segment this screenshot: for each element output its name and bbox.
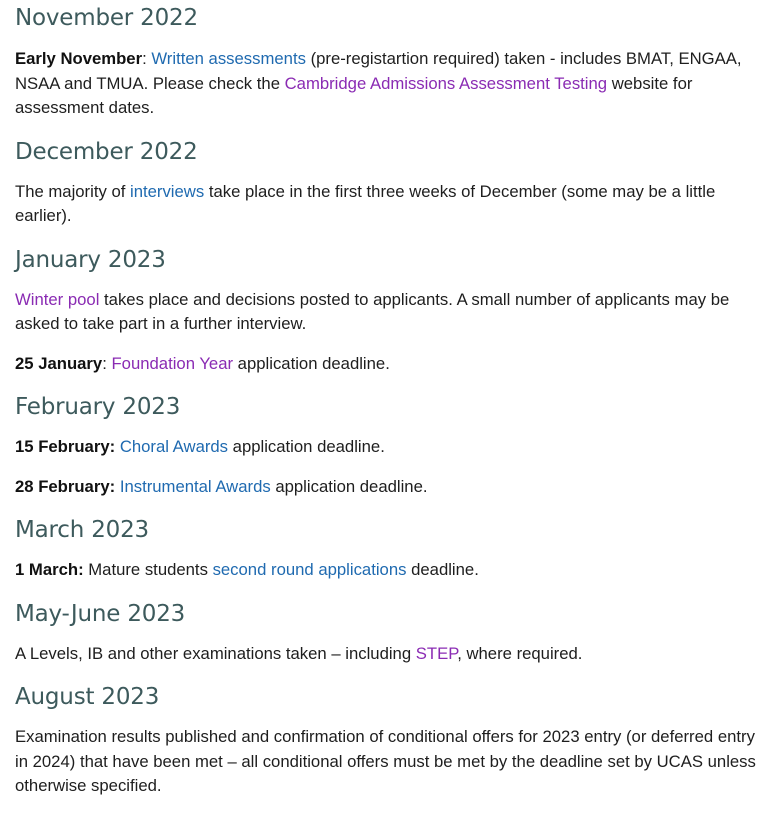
section-heading-may-june-2023: May-June 2023 [15, 600, 186, 627]
date-label: Early November [15, 49, 143, 68]
february-paragraph-instrumental: 28 February: Instrumental Awards application deadline. [15, 476, 428, 496]
step-link[interactable]: STEP [415, 643, 458, 663]
choral-awards-link[interactable]: Choral Awards [119, 437, 229, 456]
section-heading-january-2023: January 2023 [15, 246, 166, 273]
second-round-applications-link[interactable]: second round applications [212, 560, 407, 579]
section-heading-november-2022: November 2022 [15, 5, 198, 31]
written-assessments-link[interactable]: Written assessments [151, 49, 306, 68]
date-label: 28 February: [15, 476, 116, 496]
december-paragraph: The majority of interviews take place in the first three weeks of December (some may be a little earlier). [15, 181, 716, 225]
january-paragraph-winter-pool: Winter pool takes place and decisions posted to applicants. A small number of applicants may be asked to take part in a further interview. [15, 289, 730, 333]
interviews-link[interactable]: interviews [130, 181, 205, 201]
instrumental-awards-link[interactable]: Instrumental Awards [119, 476, 271, 496]
february-paragraph-choral: 15 February: Choral Awards application deadline. [15, 437, 385, 456]
timeline-content [0, 4, 783, 799]
august-paragraph: Examination results published and confirmation of conditional offers for 2023 entry (or deferred entry in 2024) that have been met – all conditional offers must be met by the deadline set by UCAS unless otherwise specified. [15, 727, 756, 795]
date-label: 1 March: [15, 560, 84, 579]
date-label: 15 February: [15, 437, 116, 456]
date-label: 25 January [15, 353, 103, 373]
section-heading-february-2023: February 2023 [15, 394, 181, 420]
march-paragraph: 1 March: Mature students second round applications deadline. [15, 560, 479, 579]
section-heading-december-2022: December 2022 [15, 138, 198, 165]
may-june-paragraph: A Levels, IB and other examinations taken – including STEP, where required. [15, 643, 583, 663]
section-heading-august-2023: August 2023 [15, 684, 160, 710]
january-paragraph-foundation: 25 January: Foundation Year application deadline. [15, 353, 390, 373]
foundation-year-link[interactable]: Foundation Year [111, 353, 234, 373]
section-heading-march-2023: March 2023 [15, 517, 149, 543]
winter-pool-link[interactable]: Winter pool [15, 289, 100, 309]
november-paragraph: Early November: Written assessments (pre-registartion required) taken - includes BMAT, ENGAA, NSAA and TMUA. Please check the Cambridge Admissions Assessment Testing website for assessment dates. [15, 49, 742, 117]
cambridge-admissions-testing-link[interactable]: Cambridge Admissions Assessment Testing [284, 73, 608, 93]
